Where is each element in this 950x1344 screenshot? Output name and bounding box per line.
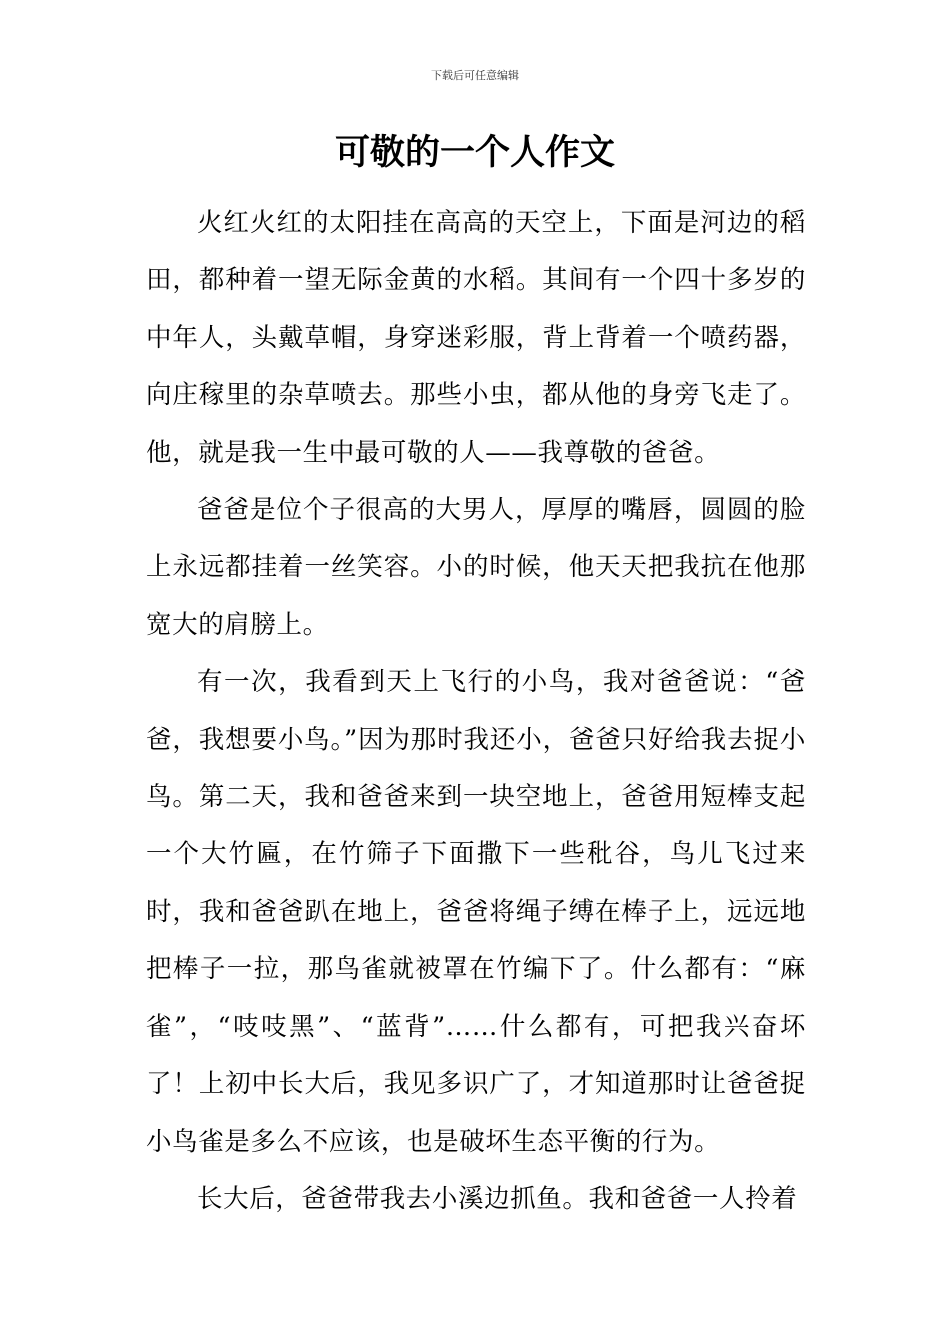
document-title: 可敬的一个人作文 [334,133,615,173]
paragraph: 爸爸是位个子很高的大男人，厚厚的嘴唇，圆圆的脸上永远都挂着一丝笑容。小的时候，他天天把我抗在他那宽大的肩膀上。 [146,495,806,640]
document-body [146,195,806,1228]
paragraph: 火红火红的太阳挂在高高的天空上，下面是河边的稻田，都种着一望无际金黄的水稻。其间有一个四十多岁的中年人，头戴草帽，身穿迷彩服，背上背着一个喷药器，向庄稼里的杂草喷去。那些小虫，都从他的身旁飞走了。他，就是我一生中最可敬的人——我尊敬的爸爸。 [146,208,806,468]
paragraph: 有一次，我看到天上飞行的小鸟，我对爸爸说：“爸爸，我想要小鸟。”因为那时我还小，爸爸只好给我去捉小鸟。第二天，我和爸爸来到一块空地上，爸爸用短棒支起一个大竹匾，在竹筛子下面撒下一些秕谷，鸟儿飞过来时，我和爸爸趴在地上，爸爸将绳子缚在棒子上，远远地把棒子一拉，那鸟雀就被罩在竹编下了。什么都有：“麻雀”，“吱吱黑”、“蓝背”……什么都有，可把我兴奋坏了！上初中长大后，我见多识广了，才知道那时让爸爸捉小鸟雀是多么不应该，也是破坏生态平衡的行为。 [146,667,806,1157]
paragraph: 长大后，爸爸带我去小溪边抓鱼。我和爸爸一人拎着 [197,1183,798,1214]
header-note: 下载后可任意编辑 [431,69,519,82]
